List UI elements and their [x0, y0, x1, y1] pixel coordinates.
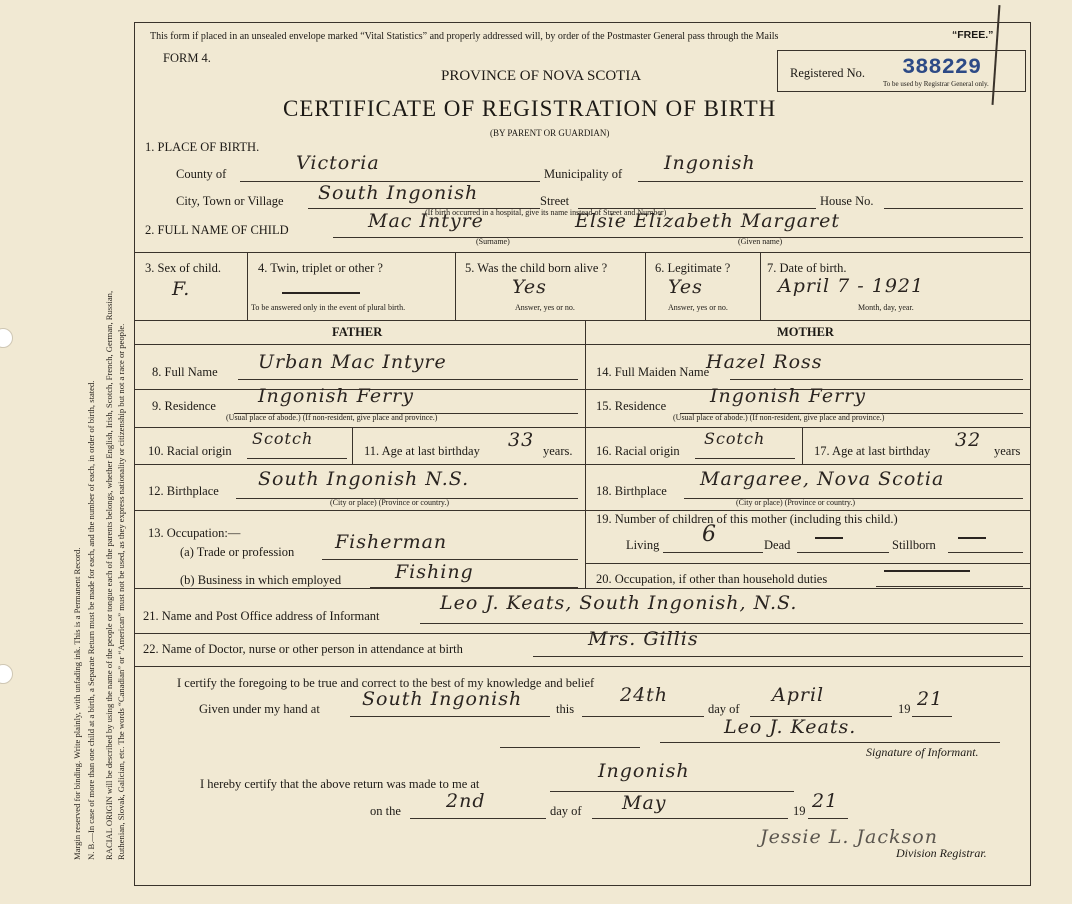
registrar-year-line	[808, 818, 848, 819]
municipality-line	[638, 181, 1023, 182]
col-divider	[247, 252, 248, 320]
row-divider	[585, 563, 1030, 564]
sex-value: F.	[172, 278, 191, 300]
father-business-value: Fishing	[395, 561, 474, 583]
registrar-day-of-label: day of	[550, 804, 582, 818]
mother-race-label: 16. Racial origin	[596, 444, 680, 458]
mother-residence-note: (Usual place of abode.) (If non-resident, give place and province.)	[673, 413, 885, 422]
punch-hole	[0, 328, 13, 348]
legitimate-label: 6. Legitimate ?	[655, 261, 731, 275]
form-number: FORM 4.	[163, 51, 211, 65]
living-value: 6	[702, 522, 717, 547]
municipality-label: Municipality of	[544, 167, 623, 181]
registrar-year-prefix: 19	[793, 804, 806, 818]
informant-line	[420, 623, 1023, 624]
given-year-prefix: 19	[898, 702, 911, 716]
place-of-birth-heading: 1. PLACE OF BIRTH.	[145, 140, 260, 154]
this-label: this	[556, 702, 575, 716]
mother-race-value: Scotch	[704, 429, 766, 448]
twin-label: 4. Twin, triplet or other ?	[258, 261, 383, 275]
father-race-line	[247, 458, 347, 459]
father-years-label: years.	[543, 444, 573, 458]
hospital-note: (If birth occurred in a hospital, give its name instead of Street and Number)	[425, 208, 667, 217]
alive-label: 5. Was the child born alive ?	[465, 261, 608, 275]
given-day-line	[582, 716, 704, 717]
registrar-day-line	[410, 818, 546, 819]
registered-no-label: Registered No.	[790, 66, 865, 80]
registrar-place-value: Ingonish	[598, 760, 690, 782]
parent-divider	[585, 320, 586, 588]
county-value: Victoria	[296, 152, 380, 174]
row-divider	[134, 320, 1030, 321]
dead-label: Dead	[764, 538, 791, 552]
father-residence-value: Ingonish Ferry	[258, 385, 414, 407]
father-age-value: 33	[508, 429, 535, 451]
father-name-value: Urban Mac Intyre	[258, 351, 447, 373]
father-age-label: 11. Age at last birthday	[364, 444, 480, 458]
margin-note-4: Ruthenian, Slovak, Galician, etc. The words “Canadian” or “American” must not be used, as they express nationality or citizenship but not a race or people.	[116, 323, 126, 860]
registration-box	[777, 50, 1026, 92]
row-divider	[134, 464, 585, 465]
mother-birthplace-label: 18. Birthplace	[596, 484, 667, 498]
mother-name-value: Hazel Ross	[706, 351, 823, 373]
living-label: Living	[626, 538, 660, 552]
mother-years-label: years	[994, 444, 1021, 458]
stillborn-label: Stillborn	[892, 538, 936, 552]
province-heading: PROVINCE OF NOVA SCOTIA	[441, 68, 642, 84]
alive-value: Yes	[512, 276, 547, 298]
registrar-statement: I hereby certify that the above return was made to me at	[200, 777, 480, 791]
child-given-names: Elsie Elizabeth Margaret	[575, 210, 841, 232]
legitimate-note: Answer, yes or no.	[668, 303, 728, 312]
mother-residence-value: Ingonish Ferry	[710, 385, 866, 407]
informant-statement: I certify the foregoing to be true and correct to the best of my knowledge and belief	[177, 676, 595, 690]
mother-occupation-label: 20. Occupation, if other than household duties	[596, 572, 828, 586]
doctor-value: Mrs. Gillis	[588, 628, 699, 650]
mother-birthplace-note: (City or place) (Province or country.)	[736, 498, 855, 507]
given-month-value: April	[772, 684, 825, 706]
given-year-value: 21	[917, 688, 944, 710]
col-divider	[760, 252, 761, 320]
mother-birthplace-value: Margaree, Nova Scotia	[700, 468, 945, 490]
margin-note-2: N. B.—In case of more than one child at a birth, a Separate Return must be made for each, and the number of each, in order of birth, stated.	[86, 380, 96, 860]
signature-line	[500, 747, 640, 748]
father-birthplace-value: South Ingonish N.S.	[258, 468, 470, 490]
father-trade-label: (a) Trade or profession	[180, 545, 295, 559]
given-under-label: Given under my hand at	[199, 702, 320, 716]
margin-note-3: RACIAL ORIGIN will be described by using the name of the people or tongue each of the parents belongs, whether English, Irish, Scotch, French, German, Russian,	[104, 290, 114, 860]
given-place-value: South Ingonish	[362, 688, 523, 710]
living-line	[663, 552, 763, 553]
page-title: CERTIFICATE OF REGISTRATION OF BIRTH	[283, 96, 777, 121]
dead-line	[797, 552, 889, 553]
given-note: (Given name)	[738, 237, 783, 246]
father-name-label: 8. Full Name	[152, 365, 218, 379]
informant-signature: Leo J. Keats.	[724, 716, 857, 738]
row-divider	[134, 666, 1030, 667]
birth-date-label: 7. Date of birth.	[767, 261, 847, 275]
city-value: South Ingonish	[318, 182, 479, 204]
row-divider	[134, 252, 1030, 253]
father-business-line	[370, 587, 578, 588]
mother-name-label: 14. Full Maiden Name	[596, 365, 710, 379]
doctor-label: 22. Name of Doctor, nurse or other person in attendance at birth	[143, 642, 463, 656]
margin-note-1: Margin reserved for binding. Write plainly, with unfading ink. This is a Permanent Record.	[72, 547, 82, 860]
alive-note: Answer, yes or no.	[515, 303, 575, 312]
father-residence-note: (Usual place of abode.) (If non-resident, give place and province.)	[226, 413, 438, 422]
day-of-label: day of	[708, 702, 740, 716]
father-occupation-label: 13. Occupation:—	[148, 526, 241, 540]
father-race-label: 10. Racial origin	[148, 444, 232, 458]
surname-note: (Surname)	[476, 237, 510, 246]
children-count-label: 19. Number of children of this mother (including this child.)	[596, 512, 898, 526]
child-name-label: 2. FULL NAME OF CHILD	[145, 223, 289, 237]
col-divider	[352, 427, 353, 464]
mother-race-line	[695, 458, 795, 459]
postal-notice: This form if placed in an unsealed envelope marked “Vital Statistics” and properly addressed will, by order of the Postmaster General pass through the Mails	[150, 31, 779, 42]
given-day-value: 24th	[620, 684, 669, 706]
father-business-label: (b) Business in which employed	[180, 573, 342, 587]
stillborn-dash	[958, 537, 986, 539]
registrar-day-value: 2nd	[446, 790, 486, 812]
father-birthplace-label: 12. Birthplace	[148, 484, 219, 498]
father-residence-label: 9. Residence	[152, 399, 216, 413]
row-divider	[585, 510, 1030, 511]
informant-signature-label: Signature of Informant.	[866, 745, 979, 759]
mother-name-line	[730, 379, 1023, 380]
legitimate-value: Yes	[668, 276, 703, 298]
row-divider	[134, 588, 1030, 589]
mother-heading: MOTHER	[777, 325, 834, 339]
county-label: County of	[176, 167, 227, 181]
birth-date-note: Month, day, year.	[858, 303, 914, 312]
doctor-line	[533, 656, 1023, 657]
twin-note: To be answered only in the event of plural birth.	[251, 303, 406, 312]
given-year-line	[912, 716, 952, 717]
father-trade-value: Fisherman	[335, 531, 448, 553]
mother-residence-label: 15. Residence	[596, 399, 667, 413]
child-name-line	[333, 237, 1023, 238]
registration-number: 388229	[902, 55, 982, 80]
free-notice: “FREE.”	[952, 29, 994, 41]
informant-label: 21. Name and Post Office address of Informant	[143, 609, 380, 623]
page-subtitle: (BY PARENT OR GUARDIAN)	[490, 128, 610, 138]
registrar-signature-label: Division Registrar.	[896, 846, 987, 860]
row-divider	[134, 344, 1030, 345]
col-divider	[645, 252, 646, 320]
registrar-year-value: 21	[812, 790, 839, 812]
mother-age-label: 17. Age at last birthday	[814, 444, 931, 458]
col-divider	[802, 427, 803, 464]
col-divider	[455, 252, 456, 320]
father-race-value: Scotch	[252, 429, 314, 448]
signature-line	[660, 742, 1000, 743]
registrar-month-value: May	[622, 792, 667, 814]
twin-dash	[282, 292, 360, 294]
sex-label: 3. Sex of child.	[145, 261, 222, 275]
on-the-label: on the	[370, 804, 401, 818]
mother-occupation-dash	[884, 570, 970, 572]
dead-dash	[815, 537, 843, 539]
informant-value: Leo J. Keats, South Ingonish, N.S.	[440, 592, 798, 614]
given-place-line	[350, 716, 550, 717]
row-divider	[585, 427, 1030, 428]
mother-age-value: 32	[955, 429, 982, 451]
registration-note: To be used by Registrar General only.	[883, 80, 989, 88]
municipality-value: Ingonish	[664, 152, 756, 174]
house-line	[884, 208, 1023, 209]
father-trade-line	[322, 559, 578, 560]
row-divider	[585, 464, 1030, 465]
row-divider	[134, 633, 1030, 634]
city-label: City, Town or Village	[176, 194, 284, 208]
registrar-month-line	[592, 818, 788, 819]
mother-occupation-line	[876, 586, 1023, 587]
row-divider	[134, 427, 585, 428]
birth-date-value: April 7 - 1921	[778, 275, 925, 297]
father-birthplace-note: (City or place) (Province or country.)	[330, 498, 449, 507]
punch-hole	[0, 664, 13, 684]
row-divider	[134, 510, 585, 511]
father-name-line	[238, 379, 578, 380]
house-no-label: House No.	[820, 194, 874, 208]
child-surname: Mac Intyre	[368, 210, 484, 232]
stillborn-line	[948, 552, 1023, 553]
street-label: Street	[540, 194, 570, 208]
registrar-signature: Jessie L. Jackson	[760, 826, 938, 848]
father-heading: FATHER	[332, 325, 383, 339]
registrar-place-line	[550, 791, 794, 792]
